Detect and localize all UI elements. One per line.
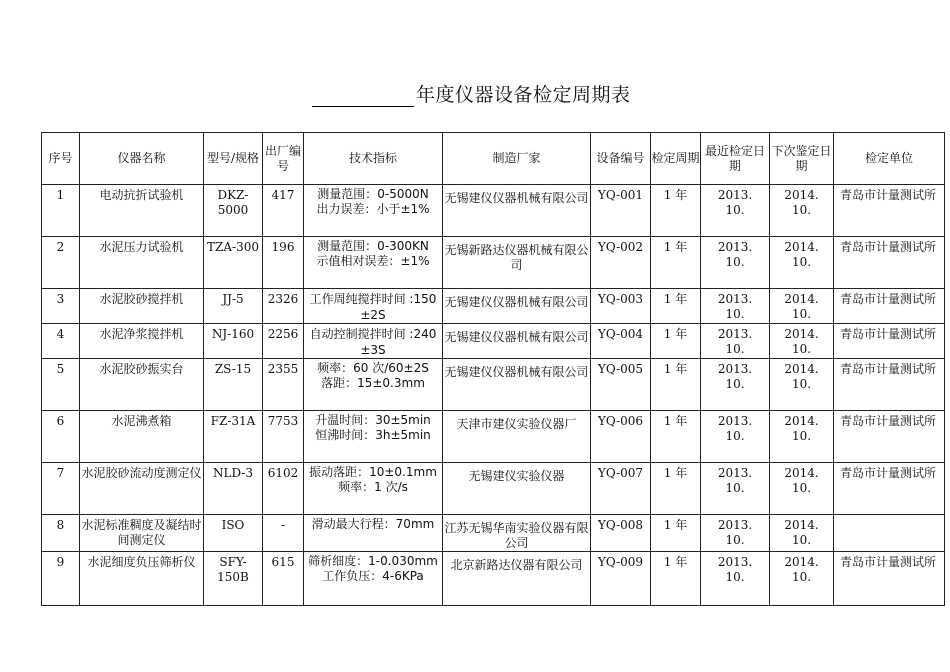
cell-serial: [263, 515, 304, 552]
cell-spec: [304, 289, 443, 324]
cell-unit: [834, 237, 945, 289]
cell-code: [591, 359, 651, 411]
cell-last-date-text-2: 10.: [725, 429, 745, 443]
cell-seq: [42, 185, 80, 237]
cell-cycle-text: 1 年: [663, 327, 688, 341]
cell-seq-text: 3: [56, 292, 65, 306]
cell-maker-text: 无锡建仪仪器机械有限公司: [444, 191, 589, 205]
header-seq: 序号: [42, 133, 80, 185]
table-header-row: [42, 133, 945, 185]
cell-code: [591, 463, 651, 515]
cell-cycle-text: 1 年: [663, 240, 688, 254]
cell-next-date: [770, 411, 834, 463]
cell-spec-text-2: 落距：15±0.3mm: [321, 376, 425, 390]
cell-name: [80, 289, 204, 324]
cell-next-date: [770, 552, 834, 606]
cell-last-date-text-2: 10.: [725, 342, 745, 356]
cell-seq: [42, 552, 80, 606]
table-row: [42, 237, 945, 289]
cell-name: [80, 324, 204, 359]
cell-last-date-text-2: 10.: [725, 377, 745, 391]
cell-unit: [834, 289, 945, 324]
cell-seq: [42, 237, 80, 289]
cell-next-date-text-1: 2014.: [784, 327, 819, 341]
table-row: [42, 515, 945, 552]
cell-last-date: [701, 324, 770, 359]
table-row: [42, 324, 945, 359]
cell-cycle-text: 1 年: [663, 292, 688, 306]
cell-maker: [443, 515, 591, 552]
cell-next-date-text-2: 10.: [791, 307, 812, 321]
cell-last-date-text-2: 10.: [725, 255, 745, 269]
cell-spec-text-2: 恒沸时间：3h±5min: [315, 428, 431, 442]
cell-spec-text-1: 工作周纯搅拌时间 :150: [309, 292, 437, 306]
calibration-table: [41, 132, 945, 606]
header-spec: 技术指标: [304, 133, 443, 185]
cell-model: [204, 552, 263, 606]
cell-last-date-text-2: 10.: [725, 307, 745, 321]
cell-maker-text: 天津市建仪实验仪器厂: [456, 417, 577, 431]
cell-spec-text-1: 筛析细度：1-0.030mm: [308, 554, 438, 568]
cell-maker: [443, 552, 591, 606]
cell-last-date: [701, 552, 770, 606]
cell-last-date: [701, 515, 770, 552]
cell-next-date: [770, 185, 834, 237]
cell-maker: [443, 359, 591, 411]
cell-seq: [42, 359, 80, 411]
cell-serial: [263, 552, 304, 606]
cell-code-text: YQ-004: [597, 327, 644, 341]
cell-seq: [42, 324, 80, 359]
cell-maker: [443, 411, 591, 463]
cell-spec-text-1: 测量范围：0-300KN: [317, 239, 429, 253]
cell-cycle-text: 1 年: [663, 362, 688, 376]
cell-name: [80, 237, 204, 289]
cell-spec-text-1: 自动控制搅拌时间 :240: [309, 327, 437, 341]
cell-code-text: YQ-001: [597, 188, 644, 202]
cell-code-text: YQ-005: [597, 362, 644, 376]
cell-last-date: [701, 411, 770, 463]
cell-unit: [834, 359, 945, 411]
cell-model: [204, 324, 263, 359]
cell-model-text: ZS-15: [214, 362, 252, 376]
cell-spec-text-2: 工作负压：4-6KPa: [322, 569, 424, 583]
cell-seq: [42, 463, 80, 515]
cell-code: [591, 411, 651, 463]
cell-seq-text: 2: [56, 240, 65, 254]
cell-seq-text: 8: [56, 518, 65, 532]
cell-unit-text: 青岛市计量测试所: [840, 466, 937, 480]
header-unit: 检定单位: [834, 133, 945, 185]
cell-serial: [263, 237, 304, 289]
cell-maker-text: 无锡建仪实验仪器: [468, 469, 565, 483]
cell-unit: [834, 411, 945, 463]
cell-maker: [443, 185, 591, 237]
cell-spec: [304, 237, 443, 289]
cell-serial-text: 615: [271, 555, 295, 569]
cell-model-text: DKZ-5000: [217, 188, 249, 217]
cell-last-date: [701, 237, 770, 289]
cell-unit: [834, 515, 945, 552]
cell-cycle-text: 1 年: [663, 555, 688, 569]
cell-spec: [304, 515, 443, 552]
cell-spec: [304, 185, 443, 237]
cell-serial-text: 417: [271, 188, 295, 202]
cell-last-date-text-2: 10.: [725, 203, 745, 217]
header-last: 最近检定日期: [701, 133, 770, 185]
cell-last-date-text-1: 2013.: [717, 466, 753, 480]
cell-next-date-text-2: 10.: [791, 570, 812, 584]
cell-code: [591, 289, 651, 324]
cell-cycle-text: 1 年: [663, 188, 688, 202]
table-row: [42, 463, 945, 515]
cell-next-date-text-1: 2014.: [784, 188, 819, 202]
header-code: 设备编号: [591, 133, 651, 185]
cell-unit: [834, 552, 945, 606]
cell-next-date-text-1: 2014.: [784, 414, 819, 428]
cell-last-date-text-1: 2013.: [717, 292, 753, 306]
table-row: [42, 552, 945, 606]
cell-spec-text-2: 出力误差：小于±1%: [316, 202, 430, 216]
cell-last-date-text-1: 2013.: [717, 240, 753, 254]
cell-cycle: [651, 463, 701, 515]
cell-next-date: [770, 463, 834, 515]
cell-next-date: [770, 324, 834, 359]
cell-maker-text: 江苏无锡华南实验仪器有限公司: [444, 521, 589, 550]
cell-cycle: [651, 289, 701, 324]
cell-serial-text: 7753: [267, 414, 299, 428]
cell-spec-text-2: 频率：1 次/s: [338, 480, 408, 494]
cell-last-date-text-1: 2013.: [717, 327, 753, 341]
cell-unit-text: 青岛市计量测试所: [840, 240, 937, 254]
cell-model: [204, 237, 263, 289]
cell-next-date: [770, 237, 834, 289]
cell-name: [80, 552, 204, 606]
cell-spec-text-1: 测量范围：0-5000N: [317, 187, 429, 201]
cell-spec: [304, 552, 443, 606]
cell-maker-text: 无锡新路达仪器机械有限公司: [444, 243, 589, 272]
cell-model-text: NJ-160: [211, 327, 255, 341]
cell-spec-text-1: 滑动最大行程：70mm: [311, 517, 435, 531]
cell-unit-text: 青岛市计量测试所: [840, 292, 937, 306]
cell-unit-text: 青岛市计量测试所: [840, 362, 937, 376]
cell-code-text: YQ-008: [597, 518, 644, 532]
cell-code-text: YQ-009: [597, 555, 644, 569]
cell-model: [204, 359, 263, 411]
cell-model-text: SFY-150B: [217, 555, 249, 584]
header-maker: 制造厂家: [443, 133, 591, 185]
cell-code-text: YQ-006: [597, 414, 644, 428]
cell-last-date-text-2: 10.: [725, 533, 745, 547]
cell-next-date-text-1: 2014.: [784, 240, 819, 254]
cell-name: [80, 185, 204, 237]
cell-cycle-text: 1 年: [663, 414, 688, 428]
cell-name: [80, 463, 204, 515]
header-serial: 出厂编号: [263, 133, 304, 185]
cell-maker-text: 北京新路达仪器有限公司: [450, 558, 583, 572]
cell-next-date-text-1: 2014.: [784, 362, 819, 376]
cell-seq-text: 9: [56, 555, 65, 569]
cell-seq: [42, 289, 80, 324]
cell-name-text: 水泥胶砂振实台: [99, 362, 184, 376]
cell-next-date-text-2: 10.: [791, 255, 812, 269]
cell-next-date-text-2: 10.: [791, 533, 812, 547]
cell-model-text: FZ-31A: [210, 414, 256, 428]
cell-model: [204, 515, 263, 552]
cell-maker-text: 无锡建仪仪器机械有限公司: [444, 330, 589, 344]
cell-last-date-text-1: 2013.: [717, 414, 753, 428]
cell-unit-text: 青岛市计量测试所: [840, 414, 937, 428]
cell-model: [204, 185, 263, 237]
cell-maker: [443, 289, 591, 324]
cell-last-date-text-1: 2013.: [717, 555, 753, 569]
cell-serial: [263, 411, 304, 463]
cell-model-text: TZA-300: [207, 240, 259, 254]
cell-serial: [263, 289, 304, 324]
cell-next-date-text-1: 2014.: [784, 466, 819, 480]
cell-name-text: 水泥净浆搅拌机: [99, 327, 184, 341]
header-name: 仪器名称: [80, 133, 204, 185]
cell-model: [204, 289, 263, 324]
cell-seq: [42, 515, 80, 552]
cell-next-date-text-1: 2014.: [784, 555, 819, 569]
cell-code-text: YQ-007: [597, 466, 644, 480]
cell-name: [80, 411, 204, 463]
header-next: 下次鉴定日期: [770, 133, 834, 185]
table-row: [42, 411, 945, 463]
cell-code: [591, 515, 651, 552]
cell-spec: [304, 324, 443, 359]
cell-spec-text-1: 频率：60 次/60±2S: [317, 361, 429, 375]
cell-next-date-text-1: 2014.: [784, 292, 819, 306]
cell-seq: [42, 411, 80, 463]
cell-code-text: YQ-003: [597, 292, 644, 306]
cell-spec: [304, 359, 443, 411]
cell-cycle: [651, 552, 701, 606]
header-model: 型号/规格: [204, 133, 263, 185]
cell-spec-text-2: ±2S: [360, 308, 386, 322]
cell-next-date: [770, 289, 834, 324]
cell-cycle: [651, 411, 701, 463]
cell-serial-text: 196: [271, 240, 295, 254]
cell-seq-text: 5: [56, 362, 65, 376]
cell-code: [591, 552, 651, 606]
cell-code-text: YQ-002: [597, 240, 644, 254]
cell-cycle-text: 1 年: [663, 466, 688, 480]
cell-spec-text-2: ±3S: [360, 343, 386, 357]
cell-next-date: [770, 515, 834, 552]
cell-unit-text: 青岛市计量测试所: [840, 555, 937, 569]
cell-unit: [834, 324, 945, 359]
cell-maker: [443, 237, 591, 289]
cell-name-text: 水泥标准稠度及凝结时间测定仪: [81, 518, 202, 547]
cell-code: [591, 324, 651, 359]
page-title: 年度仪器设备检定周期表: [416, 84, 631, 106]
cell-next-date-text-2: 10.: [791, 203, 812, 217]
cell-unit-text: 青岛市计量测试所: [840, 327, 937, 341]
cell-next-date-text-2: 10.: [791, 377, 812, 391]
cell-name: [80, 359, 204, 411]
cell-name-text: 水泥压力试验机: [99, 240, 184, 254]
cell-last-date: [701, 359, 770, 411]
cell-code: [591, 237, 651, 289]
cell-cycle: [651, 324, 701, 359]
cell-maker: [443, 324, 591, 359]
cell-model: [204, 411, 263, 463]
cell-unit-text: 青岛市计量测试所: [840, 188, 937, 202]
cell-serial-text: -: [280, 518, 286, 532]
cell-next-date: [770, 359, 834, 411]
cell-last-date: [701, 463, 770, 515]
cell-name-text: 水泥胶砂流动度测定仪: [81, 466, 202, 480]
cell-last-date: [701, 185, 770, 237]
cell-spec-text-1: 升温时间：30±5min: [315, 413, 431, 427]
cell-serial-text: 2256: [267, 327, 299, 341]
cell-serial-text: 2355: [267, 362, 299, 376]
cell-seq-text: 4: [56, 327, 65, 341]
cell-name-text: 水泥沸煮箱: [111, 414, 172, 428]
cell-seq-text: 1: [56, 188, 65, 202]
cell-next-date-text-1: 2014.: [784, 518, 819, 532]
cell-next-date-text-2: 10.: [791, 429, 812, 443]
cell-serial: [263, 463, 304, 515]
cell-last-date: [701, 289, 770, 324]
cell-maker-text: 无锡建仪仪器机械有限公司: [444, 295, 589, 309]
cell-last-date-text-1: 2013.: [717, 362, 753, 376]
cell-cycle: [651, 185, 701, 237]
cell-name-text: 水泥细度负压筛析仪: [87, 555, 196, 569]
cell-spec-text-1: 振动落距：10±0.1mm: [309, 465, 437, 479]
table-row: [42, 289, 945, 324]
cell-spec: [304, 463, 443, 515]
cell-last-date-text-1: 2013.: [717, 188, 753, 202]
cell-last-date-text-2: 10.: [725, 481, 745, 495]
table-row: [42, 359, 945, 411]
cell-last-date-text-2: 10.: [725, 570, 745, 584]
title-blank-line: [312, 106, 414, 107]
cell-seq-text: 7: [56, 466, 65, 480]
cell-unit: [834, 185, 945, 237]
cell-name: [80, 515, 204, 552]
cell-unit: [834, 463, 945, 515]
cell-next-date-text-2: 10.: [791, 342, 812, 356]
cell-spec-text-2: 示值相对误差：±1%: [316, 254, 430, 268]
cell-cycle: [651, 515, 701, 552]
cell-maker: [443, 463, 591, 515]
cell-last-date-text-1: 2013.: [717, 518, 753, 532]
cell-seq-text: 6: [56, 414, 65, 428]
cell-cycle: [651, 359, 701, 411]
table-row: [42, 185, 945, 237]
cell-name-text: 水泥胶砂搅拌机: [99, 292, 184, 306]
cell-model-text: ISO: [221, 518, 245, 532]
cell-model-text: NLD-3: [212, 466, 253, 480]
cell-model-text: JJ-5: [222, 292, 244, 306]
header-cycle: 检定周期: [651, 133, 701, 185]
cell-spec: [304, 411, 443, 463]
cell-maker-text: 无锡建仪仪器机械有限公司: [444, 365, 589, 379]
cell-code: [591, 185, 651, 237]
cell-serial: [263, 185, 304, 237]
cell-cycle: [651, 237, 701, 289]
cell-model: [204, 463, 263, 515]
cell-cycle-text: 1 年: [663, 518, 688, 532]
cell-serial-text: 6102: [267, 466, 299, 480]
cell-serial-text: 2326: [267, 292, 299, 306]
cell-name-text: 电动抗折试验机: [99, 188, 184, 202]
cell-next-date-text-2: 10.: [791, 481, 812, 495]
cell-serial: [263, 324, 304, 359]
cell-serial: [263, 359, 304, 411]
